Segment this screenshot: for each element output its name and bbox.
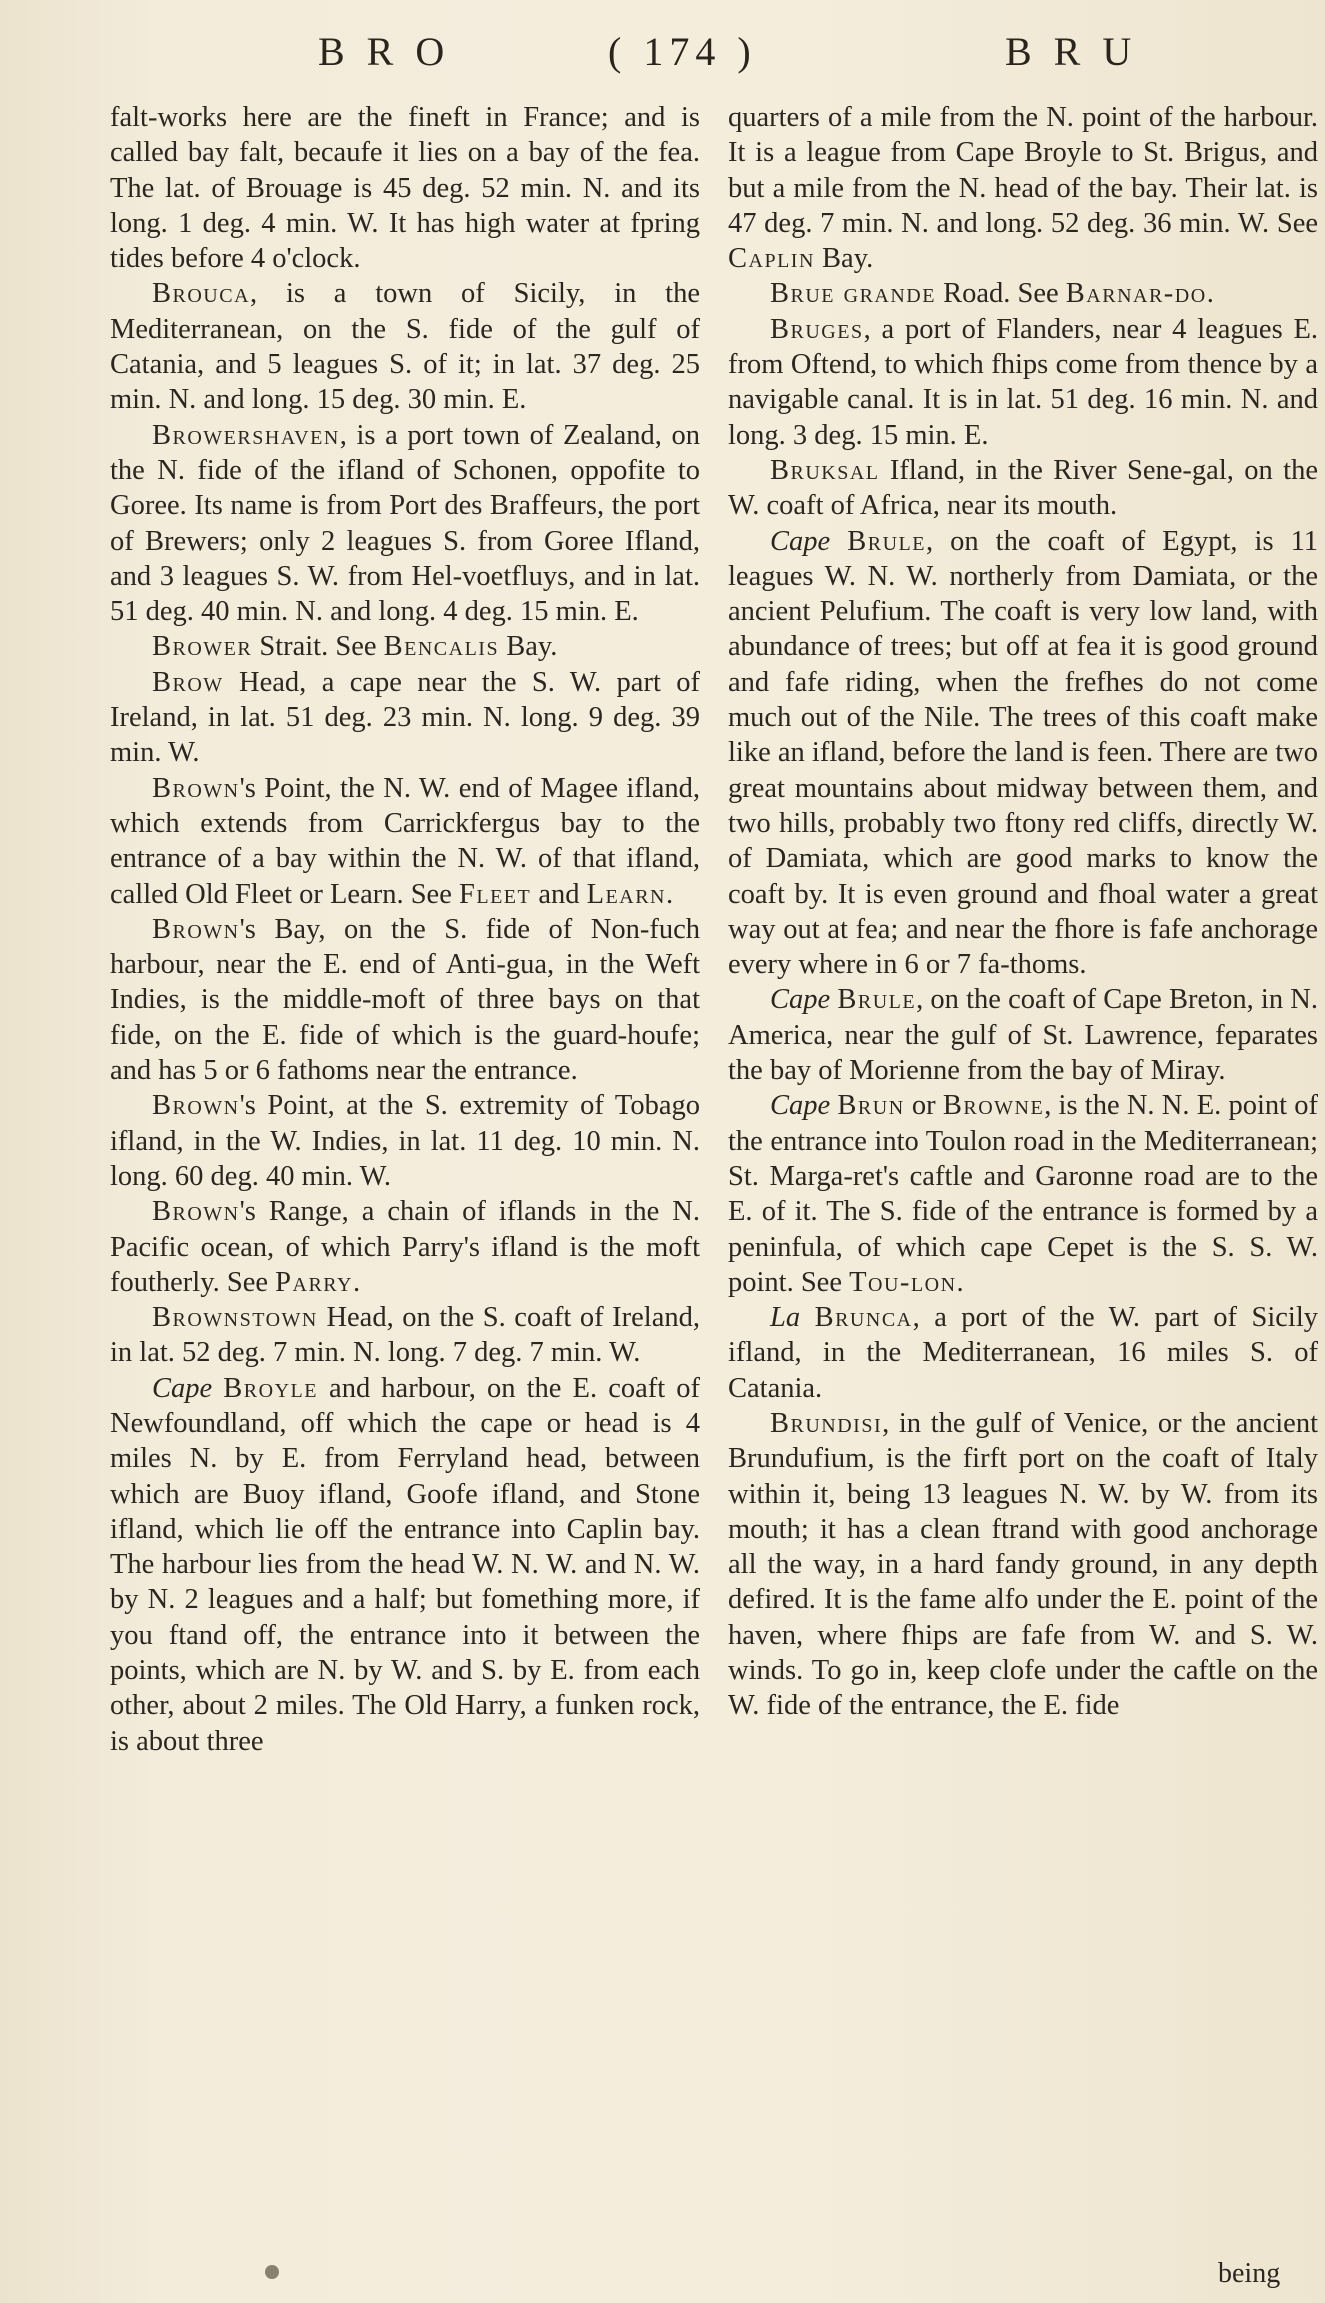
entry-headword: Brue grande <box>770 278 936 310</box>
entry-text: or <box>904 1090 943 1122</box>
entry-headword: Brower <box>152 631 253 663</box>
entry-text: Bay. <box>814 243 874 275</box>
gazetteer-entry <box>110 1371 700 1759</box>
entry-headword: Brule <box>837 984 917 1016</box>
entry-text: 's Point, the N. W. end of Magee ifland, which extends from Carrickfergus bay to the entrance of a bay within the N. W. of that ifland, called Old Fleet or Learn. See <box>110 772 700 910</box>
gazetteer-entry <box>110 1300 700 1371</box>
gazetteer-entry <box>110 912 700 1088</box>
header-right-guide: B R U <box>1005 29 1138 74</box>
gazetteer-entry <box>110 665 700 771</box>
header-left-guide: B R O <box>318 29 451 74</box>
entry-headword: Brunca <box>814 1302 913 1334</box>
catchword: being <box>1218 2258 1281 2289</box>
entry-text: Head, on the S. coaft of Ireland, in lat. 52 deg. 7 min. N. long. 7 deg. 7 min. W. <box>110 1302 700 1369</box>
gazetteer-entry <box>110 771 700 912</box>
gazetteer-entry <box>728 312 1318 453</box>
entry-text: and harbour, on the E. coaft of Newfoundland, off which the cape or head is 4 miles N. by E. from Ferryland head, between which are Buoy ifland, Goofe ifland, and Stone ifland, which lie off the entrance into Caplin bay. The harbour lies from the head W. N. W. and N. W. by N. 2 leagues and a half; but fomething more, if you ftand off, the entrance into it between the points, which are N. by W. and S. by E. from each other, about 2 miles. The Old Harry, a funken rock, is about three <box>110 1372 700 1757</box>
entry-prefix: La <box>770 1302 801 1334</box>
entry-headword: Browershaven <box>152 419 340 451</box>
entry-headword: Brown <box>152 772 240 804</box>
gazetteer-entry <box>728 1300 1318 1406</box>
cross-reference: Bencalis <box>383 631 500 663</box>
entry-text: Strait. See <box>252 631 384 663</box>
entry-text: 's Range, a chain of iflands in the N. Pacific ocean, of which Parry's ifland is the moft foutherly. See <box>110 1196 700 1298</box>
cross-reference: Parry <box>275 1266 353 1298</box>
entry-prefix: Cape <box>770 525 831 557</box>
entry-headword: Brow <box>152 666 224 698</box>
right-column <box>728 100 1318 1724</box>
entry-text: , is a port town of Zealand, on the N. fide of the ifland of Schonen, oppofite to Goree. Its name is from Port des Braffeurs, the port of Brewers; only 2 leagues S. from Goree Ifland, and 3 leagues S. W. from Hel-voetfluys, and in lat. 51 deg. 40 min. N. and long. 4 deg. 15 min. E. <box>110 419 700 628</box>
page-header <box>0 28 1325 98</box>
entry-headword: Brule <box>847 525 926 557</box>
gazetteer-entry <box>728 982 1318 1088</box>
entry-text: , a port of the W. part of Sicily ifland, in the Mediterranean, 16 miles S. of Catania. <box>728 1302 1318 1404</box>
entry-prefix: Cape <box>770 984 831 1016</box>
entry-prefix: Cape <box>152 1372 213 1404</box>
entry-prefix: Cape <box>770 1090 831 1122</box>
entry-headword: Brouca <box>152 278 251 310</box>
entry-text: , is the N. N. E. point of the entrance into Toulon road in the Mediterranean; St. Marga-ret's caftle and Garonne road are to the E. of it. The S. fide of the entrance is formed by a peninfula, of which cape Cepet is the S. S. W. point. See <box>728 1090 1319 1298</box>
gazetteer-entry <box>110 276 700 417</box>
entry-text: falt-works here are the fineft in France; and is called bay falt, becaufe it lies on a bay of the fea. The lat. of Brouage is 45 deg. 52 min. N. and its long. 1 deg. 4 min. W. It has high water at fpring tides before 4 o'clock. <box>110 102 700 275</box>
entry-headword: Brown <box>152 913 240 945</box>
entry-text: 's Bay, on the S. fide of Non-fuch harbour, near the E. end of Anti-gua, in the Weft Indies, is the middle-moft of three bays on that fide, on the E. fide of which is the guard-houfe; and has 5 or 6 fathoms near the entrance. <box>110 913 700 1087</box>
entry-text: . <box>665 878 674 910</box>
entry-headword: Broyle <box>223 1372 318 1404</box>
entry-text: quarters of a mile from the N. point of the harbour. It is a league from Cape Broyle to St. Brigus, and but a mile from the N. head of the bay. Their lat. is 47 deg. 7 min. N. and long. 52 deg. 36 min. W. See <box>728 102 1318 239</box>
entry-text: , in the gulf of Venice, or the ancient Brundufium, is the firft port on the coaft of Italy within it, being 13 leagues N. W. by W. from its mouth; it has a clean ftrand with good anchorage all the way, in a hard fandy ground, in any depth defired. It is the fame alfo under the E. point of the haven, where fhips are fafe from W. and S. W. winds. To go in, keep clofe under the caftle on the W. fide of the entrance, the E. fide <box>728 1407 1318 1722</box>
cross-reference: Fleet <box>459 878 532 910</box>
entry-headword: Brun <box>837 1090 905 1122</box>
entry-text: . <box>1206 278 1214 310</box>
gazetteer-entry <box>110 100 700 276</box>
entry-text: , on the coaft of Cape Breton, in N. America, near the gulf of St. Lawrence, feparates the bay of Morienne from the bay of Miray. <box>728 984 1318 1087</box>
gazetteer-entry <box>728 1088 1318 1300</box>
gazetteer-entry <box>728 276 1318 311</box>
cross-reference: Barnar-do <box>1065 278 1207 310</box>
entry-headword: Brownstown <box>152 1302 318 1334</box>
page-number: ( 174 ) <box>608 29 757 74</box>
cross-reference: Browne <box>942 1090 1045 1122</box>
gazetteer-entry <box>728 524 1318 983</box>
entry-text: , a port of Flanders, near 4 leagues E. from Oftend, to which fhips come from thence by a navigable canal. It is in lat. 51 deg. 16 min. N. and long. 3 deg. 15 min. E. <box>728 313 1318 451</box>
entry-text: . <box>352 1266 361 1298</box>
entry-text: and <box>531 878 587 910</box>
entry-headword: Bruksal <box>770 454 880 486</box>
entry-text: Head, a cape near the S. W. part of Ireland, in lat. 51 deg. 23 min. N. long. 9 deg. 39 min. W. <box>110 666 700 769</box>
entry-text: , on the coaft of Egypt, is 11 leagues W. N. W. northerly from Damiata, or the ancient Pelufium. The coaft is very low land, with abundance of trees; but off at fea it is good ground and fafe riding, when the frefhes do not come much out of the Nile. The trees of this coaft make like an ifland, before the land is feen. There are two great mountains about midway between them, and two hills, probably two ftony red cliffs, directly W. of Damiata, which are good marks to know the coaft by. It is even ground and fhoal water a great way out at fea; and near the fhore is fafe anchorage every where in 6 or 7 fa-thoms. <box>728 525 1319 981</box>
entry-headword: Brown <box>152 1090 240 1122</box>
entry-text: , is a town of Sicily, in the Mediterranean, on the S. fide of the gulf of Catania, and 5 leagues S. of it; in lat. 37 deg. 25 min. N. and long. 15 deg. 30 min. E. <box>110 278 700 416</box>
paper-speck <box>265 2265 279 2279</box>
gazetteer-entry <box>110 1088 700 1194</box>
gazetteer-entry <box>110 629 700 664</box>
entry-headword: Brown <box>152 1196 240 1228</box>
cross-reference: Learn <box>586 878 666 910</box>
left-column <box>110 100 700 1759</box>
cross-reference: Caplin <box>728 243 815 275</box>
entry-text: Road. See <box>935 278 1066 310</box>
entry-headword: Bruges <box>770 313 864 345</box>
gazetteer-entry <box>110 1194 700 1300</box>
entry-text: 's Point, at the S. extremity of Tobago ifland, in the W. Indies, in lat. 11 deg. 10 min. N. long. 60 deg. 40 min. W. <box>110 1090 700 1192</box>
gazetteer-entry <box>728 453 1318 524</box>
entry-text: Bay. <box>499 631 558 663</box>
entry-headword: Brundisi <box>770 1407 883 1439</box>
gazetteer-entry <box>110 418 700 630</box>
cross-reference: Tou-lon <box>849 1266 957 1298</box>
gazetteer-entry <box>728 100 1318 276</box>
gazetteer-entry <box>728 1406 1318 1724</box>
entry-text: . <box>956 1266 964 1298</box>
entry-text: Ifland, in the River Sene-gal, on the W. coaft of Africa, near its mouth. <box>728 454 1318 522</box>
